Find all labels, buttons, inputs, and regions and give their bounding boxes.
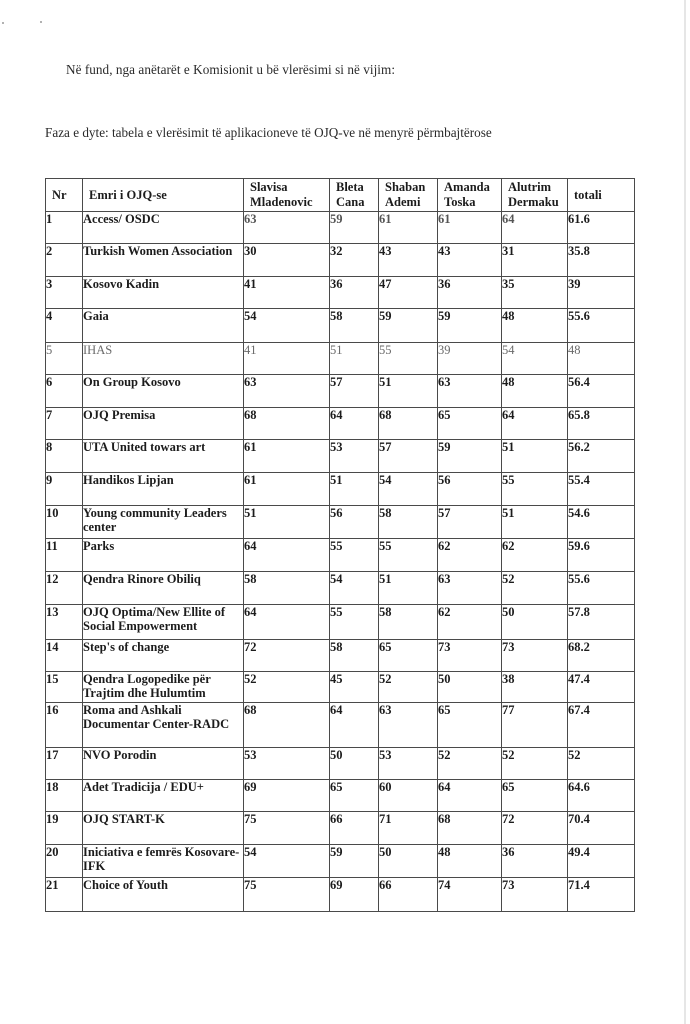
score-evaluator-2: 45 — [330, 672, 379, 703]
row-number: 5 — [46, 343, 83, 375]
total-score: 52 — [568, 748, 635, 780]
total-score: 48 — [568, 343, 635, 375]
row-number: 17 — [46, 748, 83, 780]
row-number: 8 — [46, 440, 83, 473]
score-evaluator-3: 43 — [379, 244, 438, 277]
score-evaluator-3: 54 — [379, 473, 438, 506]
score-evaluator-1: 64 — [244, 605, 330, 640]
score-evaluator-1: 52 — [244, 672, 330, 703]
score-evaluator-3: 52 — [379, 672, 438, 703]
score-evaluator-5: 48 — [502, 375, 568, 408]
score-evaluator-1: 51 — [244, 506, 330, 539]
score-evaluator-1: 58 — [244, 572, 330, 605]
organization-name: OJQ Premisa — [83, 408, 244, 440]
organization-name: Kosovo Kadin — [83, 277, 244, 309]
score-evaluator-1: 63 — [244, 212, 330, 244]
score-evaluator-1: 75 — [244, 878, 330, 912]
row-number: 6 — [46, 375, 83, 408]
score-evaluator-3: 59 — [379, 309, 438, 343]
evaluation-table — [45, 178, 635, 912]
total-score: 68.2 — [568, 640, 635, 672]
row-number: 10 — [46, 506, 83, 539]
organization-name: Young community Leaders center — [83, 506, 244, 539]
total-score: 67.4 — [568, 703, 635, 748]
organization-name: Iniciativa e femrës Kosovare-IFK — [83, 845, 244, 878]
score-evaluator-1: 41 — [244, 343, 330, 375]
score-evaluator-3: 61 — [379, 212, 438, 244]
table-row — [46, 878, 635, 912]
organization-name: Adet Tradicija / EDU+ — [83, 780, 244, 812]
table-row — [46, 408, 635, 440]
score-evaluator-2: 54 — [330, 572, 379, 605]
row-number: 13 — [46, 605, 83, 640]
table-row — [46, 277, 635, 309]
row-number: 12 — [46, 572, 83, 605]
score-evaluator-2: 64 — [330, 703, 379, 748]
score-evaluator-3: 71 — [379, 812, 438, 845]
total-score: 64.6 — [568, 780, 635, 812]
score-evaluator-4: 65 — [438, 408, 502, 440]
organization-name: Qendra Rinore Obiliq — [83, 572, 244, 605]
header-nr: Nr — [46, 179, 83, 212]
score-evaluator-2: 56 — [330, 506, 379, 539]
table-row — [46, 812, 635, 845]
score-evaluator-4: 36 — [438, 277, 502, 309]
intro-text: Në fund, nga anëtarët e Komisionit u bë vlerësimi si në vijim: — [66, 62, 396, 77]
row-number: 16 — [46, 703, 83, 748]
score-evaluator-5: 77 — [502, 703, 568, 748]
organization-name: Choice of Youth — [83, 878, 244, 912]
score-evaluator-1: 64 — [244, 539, 330, 572]
score-evaluator-5: 64 — [502, 212, 568, 244]
table-row — [46, 343, 635, 375]
score-evaluator-5: 38 — [502, 672, 568, 703]
organization-name: Access/ OSDC — [83, 212, 244, 244]
score-evaluator-5: 50 — [502, 605, 568, 640]
total-score: 47.4 — [568, 672, 635, 703]
table-row — [46, 440, 635, 473]
table-row — [46, 672, 635, 703]
table-row — [46, 703, 635, 748]
organization-name: UTA United towars art — [83, 440, 244, 473]
header-name: Emri i OJQ-se — [83, 179, 244, 212]
row-number: 1 — [46, 212, 83, 244]
score-evaluator-1: 53 — [244, 748, 330, 780]
total-score: 71.4 — [568, 878, 635, 912]
score-evaluator-4: 63 — [438, 572, 502, 605]
score-evaluator-5: 72 — [502, 812, 568, 845]
row-number: 11 — [46, 539, 83, 572]
score-evaluator-2: 51 — [330, 473, 379, 506]
row-number: 4 — [46, 309, 83, 343]
score-evaluator-1: 54 — [244, 845, 330, 878]
score-evaluator-1: 69 — [244, 780, 330, 812]
organization-name: Parks — [83, 539, 244, 572]
total-score: 56.4 — [568, 375, 635, 408]
score-evaluator-1: 54 — [244, 309, 330, 343]
header-evaluator-3: Shaban Ademi — [379, 179, 438, 212]
score-evaluator-5: 54 — [502, 343, 568, 375]
header-evaluator-5: Alutrim Dermaku — [502, 179, 568, 212]
score-evaluator-5: 31 — [502, 244, 568, 277]
table-row — [46, 473, 635, 506]
score-evaluator-5: 51 — [502, 506, 568, 539]
row-number: 18 — [46, 780, 83, 812]
row-number: 7 — [46, 408, 83, 440]
table-row — [46, 605, 635, 640]
organization-name: IHAS — [83, 343, 244, 375]
score-evaluator-2: 36 — [330, 277, 379, 309]
scan-page-edge — [684, 0, 686, 1024]
total-score: 39 — [568, 277, 635, 309]
score-evaluator-3: 68 — [379, 408, 438, 440]
organization-name: Roma and Ashkali Documentar Center-RADC — [83, 703, 244, 748]
score-evaluator-3: 58 — [379, 605, 438, 640]
header-evaluator-4: Amanda Toska — [438, 179, 502, 212]
score-evaluator-4: 50 — [438, 672, 502, 703]
score-evaluator-4: 43 — [438, 244, 502, 277]
score-evaluator-2: 32 — [330, 244, 379, 277]
score-evaluator-3: 55 — [379, 343, 438, 375]
score-evaluator-3: 60 — [379, 780, 438, 812]
total-score: 56.2 — [568, 440, 635, 473]
score-evaluator-2: 55 — [330, 605, 379, 640]
header-evaluator-1: Slavisa Mladenovic — [244, 179, 330, 212]
row-number: 9 — [46, 473, 83, 506]
score-evaluator-3: 57 — [379, 440, 438, 473]
score-evaluator-3: 51 — [379, 375, 438, 408]
row-number: 21 — [46, 878, 83, 912]
score-evaluator-5: 36 — [502, 845, 568, 878]
score-evaluator-2: 53 — [330, 440, 379, 473]
table-caption: Faza e dyte: tabela e vlerësimit të aplikacioneve të OJQ-ve në menyrë përmbajtërose — [45, 125, 492, 140]
row-number: 20 — [46, 845, 83, 878]
total-score: 55.4 — [568, 473, 635, 506]
score-evaluator-5: 48 — [502, 309, 568, 343]
score-evaluator-4: 68 — [438, 812, 502, 845]
score-evaluator-1: 41 — [244, 277, 330, 309]
score-evaluator-3: 66 — [379, 878, 438, 912]
organization-name: OJQ Optima/New Ellite of Social Empowerment — [83, 605, 244, 640]
scan-speck — [40, 21, 42, 23]
score-evaluator-3: 50 — [379, 845, 438, 878]
score-evaluator-1: 72 — [244, 640, 330, 672]
score-evaluator-4: 39 — [438, 343, 502, 375]
organization-name: NVO Porodin — [83, 748, 244, 780]
score-evaluator-5: 52 — [502, 748, 568, 780]
score-evaluator-3: 58 — [379, 506, 438, 539]
score-evaluator-4: 62 — [438, 539, 502, 572]
score-evaluator-5: 62 — [502, 539, 568, 572]
organization-name: Handikos Lipjan — [83, 473, 244, 506]
score-evaluator-5: 35 — [502, 277, 568, 309]
score-evaluator-1: 61 — [244, 440, 330, 473]
row-number: 2 — [46, 244, 83, 277]
score-evaluator-5: 51 — [502, 440, 568, 473]
table-row — [46, 640, 635, 672]
score-evaluator-4: 65 — [438, 703, 502, 748]
score-evaluator-2: 58 — [330, 640, 379, 672]
score-evaluator-3: 47 — [379, 277, 438, 309]
total-score: 65.8 — [568, 408, 635, 440]
total-score: 59.6 — [568, 539, 635, 572]
total-score: 57.8 — [568, 605, 635, 640]
table-row — [46, 539, 635, 572]
table-header-row — [46, 179, 635, 212]
score-evaluator-5: 52 — [502, 572, 568, 605]
score-evaluator-4: 73 — [438, 640, 502, 672]
score-evaluator-4: 64 — [438, 780, 502, 812]
score-evaluator-2: 57 — [330, 375, 379, 408]
row-number: 14 — [46, 640, 83, 672]
score-evaluator-3: 65 — [379, 640, 438, 672]
table-row — [46, 244, 635, 277]
table-row — [46, 780, 635, 812]
scan-speck — [2, 22, 4, 24]
score-evaluator-3: 55 — [379, 539, 438, 572]
total-score: 61.6 — [568, 212, 635, 244]
header-total: totali — [568, 179, 635, 212]
score-evaluator-1: 75 — [244, 812, 330, 845]
score-evaluator-4: 56 — [438, 473, 502, 506]
header-evaluator-2: Bleta Cana — [330, 179, 379, 212]
score-evaluator-2: 50 — [330, 748, 379, 780]
score-evaluator-4: 61 — [438, 212, 502, 244]
row-number: 19 — [46, 812, 83, 845]
score-evaluator-3: 51 — [379, 572, 438, 605]
organization-name: Turkish Women Association — [83, 244, 244, 277]
score-evaluator-3: 63 — [379, 703, 438, 748]
organization-name: Gaia — [83, 309, 244, 343]
score-evaluator-3: 53 — [379, 748, 438, 780]
score-evaluator-4: 59 — [438, 309, 502, 343]
score-evaluator-2: 55 — [330, 539, 379, 572]
score-evaluator-2: 59 — [330, 845, 379, 878]
score-evaluator-1: 68 — [244, 703, 330, 748]
table-row — [46, 748, 635, 780]
table-row — [46, 212, 635, 244]
row-number: 15 — [46, 672, 83, 703]
total-score: 35.8 — [568, 244, 635, 277]
score-evaluator-2: 69 — [330, 878, 379, 912]
score-evaluator-5: 55 — [502, 473, 568, 506]
score-evaluator-2: 66 — [330, 812, 379, 845]
organization-name: OJQ START-K — [83, 812, 244, 845]
score-evaluator-2: 51 — [330, 343, 379, 375]
score-evaluator-4: 74 — [438, 878, 502, 912]
score-evaluator-4: 52 — [438, 748, 502, 780]
score-evaluator-4: 62 — [438, 605, 502, 640]
score-evaluator-4: 59 — [438, 440, 502, 473]
organization-name: Step's of change — [83, 640, 244, 672]
score-evaluator-1: 63 — [244, 375, 330, 408]
score-evaluator-4: 48 — [438, 845, 502, 878]
score-evaluator-4: 57 — [438, 506, 502, 539]
score-evaluator-5: 64 — [502, 408, 568, 440]
score-evaluator-2: 65 — [330, 780, 379, 812]
score-evaluator-2: 64 — [330, 408, 379, 440]
total-score: 55.6 — [568, 572, 635, 605]
organization-name: Qendra Logopedike për Trajtim dhe Hulumtim — [83, 672, 244, 703]
table-row — [46, 375, 635, 408]
score-evaluator-1: 30 — [244, 244, 330, 277]
table-row — [46, 506, 635, 539]
score-evaluator-2: 58 — [330, 309, 379, 343]
score-evaluator-2: 59 — [330, 212, 379, 244]
score-evaluator-5: 73 — [502, 640, 568, 672]
score-evaluator-5: 65 — [502, 780, 568, 812]
score-evaluator-5: 73 — [502, 878, 568, 912]
table-row — [46, 309, 635, 343]
total-score: 55.6 — [568, 309, 635, 343]
score-evaluator-1: 68 — [244, 408, 330, 440]
total-score: 70.4 — [568, 812, 635, 845]
table-row — [46, 572, 635, 605]
organization-name: On Group Kosovo — [83, 375, 244, 408]
score-evaluator-1: 61 — [244, 473, 330, 506]
total-score: 54.6 — [568, 506, 635, 539]
row-number: 3 — [46, 277, 83, 309]
score-evaluator-4: 63 — [438, 375, 502, 408]
total-score: 49.4 — [568, 845, 635, 878]
table-row — [46, 845, 635, 878]
